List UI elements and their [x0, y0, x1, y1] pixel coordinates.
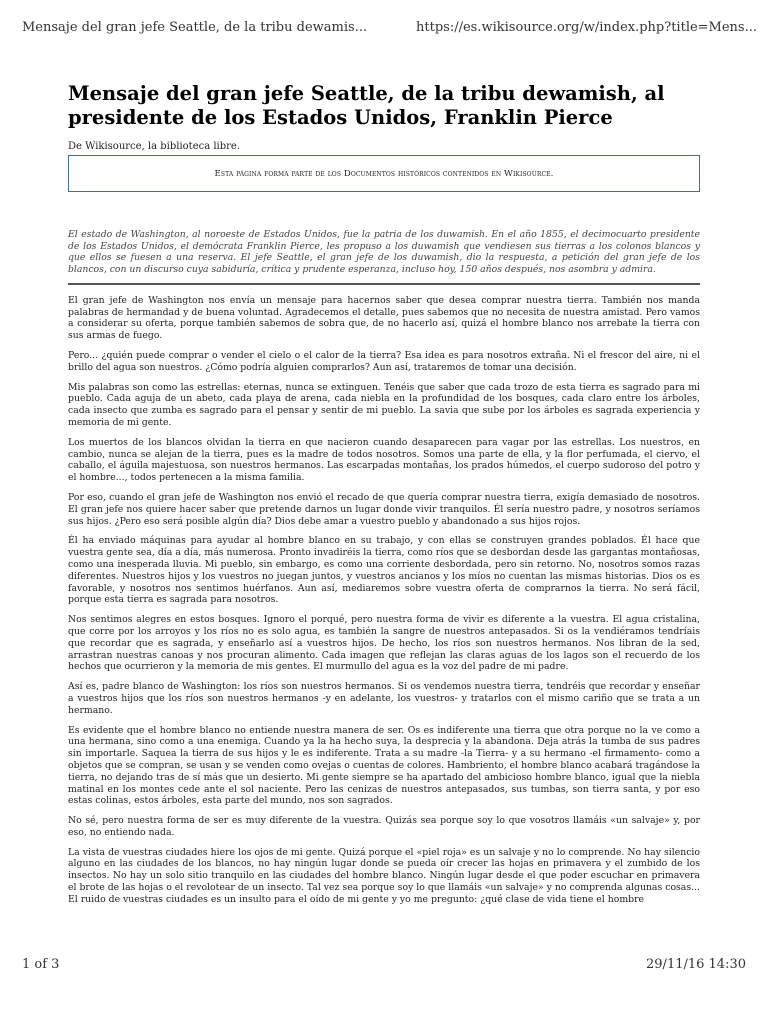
notice-text: Esta página forma parte de los Documentos históricos contenidos en Wikisource. — [214, 168, 554, 179]
speech-body — [68, 295, 700, 906]
article-content — [68, 82, 700, 914]
body-paragraph: Es evidente que el hombre blanco no entiende nuestra manera de ser. Os es indiferente una tierra que otra porque no la ve como a una hermana, sino como a una enemiga. Cuando ya la ha hecho suya, la desprecia y la abandona. Deja atrás la tumba de sus padres sin importarle. Saquea la tierra de sus hijos y le es indiferente. Trata a su madre -la Tierra- y a su hermano -el firmamento- como a objetos que se compran, se usan y se venden como ovejas o cuentas de colores. Hambriento, el hombre blanco acabará tragándose la tierra, no dejando tras de sí más que un desierto. Mi gente siempre se ha apartado del ambicioso hombre blanco, igual que la niebla matinal en los montes cede ante el sol naciente. Pero las cenizas de nuestros antepasados, sus tumbas, son tierra santa, y por eso estas colinas, estos árboles, esta parte del mundo, nos son sagrados. — [68, 724, 700, 807]
body-paragraph: El gran jefe de Washington nos envía un mensaje para hacernos saber que desea comprar nuestra tierra. También nos manda palabras de hermandad y de buena voluntad. Agradecemos el detalle, pues sabemos que no necesita de nuestra amistad. Pero vamos a considerar su oferta, porque también sabemos de sobra que, de no hacerlo así, quizá el hombre blanco nos arrebate la tierra con sus armas de fuego. — [68, 294, 700, 342]
body-paragraph: Así es, padre blanco de Washington: los ríos son nuestros hermanos. Si os vendemos nuestra tierra, tendréis que recordar y enseñar a vuestros hijos que los ríos son nuestros hermanos -y en adelante, los vuestros- y tratarlos con el mismo cariño que se trata a un hermano. — [68, 681, 700, 716]
intro-paragraph: El estado de Washington, al noroeste de Estados Unidos, fue la patria de los duwamish. En el año 1855, el decimocuarto presidente de los Estados Unidos, el demócrata Franklin Pierce, les propuso a los duwamish que vendiesen sus tierras a los colonos blancos y que ellos se fuesen a una reserva. El jefe Seattle, el gran jefe de los duwamish, dio la respuesta, a petición del gran jefe de los blancos, con un discurso cuya sabiduría, crítica y prudente esperanza, incluso hoy, 150 años después, nos asombra y admira. — [68, 229, 700, 276]
print-url[interactable]: https://es.wikisource.org/w/index.php?title=Mens... — [416, 20, 758, 35]
source-line: De Wikisource, la biblioteca libre. — [68, 141, 241, 152]
section-divider — [68, 283, 700, 285]
body-paragraph: Pero... ¿quién puede comprar o vender el cielo o el calor de la tierra? Esa idea es para nosotros extraña. Ni el frescor del aire, ni el brillo del agua son nuestros. ¿Cómo podría alguien comprarlos? Aun así, trataremos de tomar una decisión. — [68, 350, 700, 373]
body-paragraph: Mis palabras son como las estrellas: eternas, nunca se extinguen. Tenéis que saber que cada trozo de esta tierra es sagrado para mi pueblo. Cada aguja de un abeto, cada playa de arena, cada niebla en la profundidad de los bosques, cada claro entre los árboles, cada insecto que zumba es sagrado para el pensar y sentir de mi pueblo. La savia que sube por los árboles es sagrada experiencia y memoria de mi gente. — [68, 381, 700, 428]
page-title: Mensaje del gran jefe Seattle, de la tribu dewamish, al presidente de los Estados Unidos, Franklin Pierce — [68, 82, 665, 129]
print-footer — [22, 957, 746, 977]
historical-documents-notice — [68, 155, 700, 192]
body-paragraph: Los muertos de los blancos olvidan la tierra en que nacieron cuando desaparecen para vagar por las estrellas. Los nuestros, en cambio, nunca se alejan de la tierra, pues es la madre de todos nosotros. Somos una parte de ella, y la flor perfumada, el ciervo, el caballo, el águila majestuosa, son nuestros hermanos. Las escarpadas montañas, los prados húmedos, el cuerpo sudoroso del potro y el hombre..., todos pertenecen a la misma familia. — [68, 436, 700, 484]
print-datetime: 29/11/16 14:30 — [646, 957, 746, 972]
print-page-title: Mensaje del gran jefe Seattle, de la tribu dewamis... — [22, 20, 368, 35]
body-paragraph: Por eso, cuando el gran jefe de Washington nos envió el recado de que quería comprar nuestra tierra, exigía demasiado de nosotros. El gran jefe nos quiere hacer saber que pretende darnos un lugar donde vivir tranquilos. Él sería nuestro padre, y nosotros seríamos sus hijos. ¿Pero eso será posible algún día? Dios debe amar a vuestro pueblo y abandonado a sus hijos rojos. — [68, 491, 700, 527]
body-paragraph: Nos sentimos alegres en estos bosques. Ignoro el porqué, pero nuestra forma de vivir es diferente a la vuestra. El agua cristalina, que corre por los arroyos y los ríos no es solo agua, es también la sangre de nuestros antepasados. Si os la vendiéramos tendríais que recordar que es sagrada, y enseñarlo así a vuestros hijos. De hecho, los ríos son nuestros hermanos. Nos libran de la sed, arrastran nuestras canoas y nos procuran alimento. Cada imagen que reflejan las claras aguas de los lagos son el recuerdo de los hechos que ocurrieron y la memoria de mis gentes. El murmullo del agua es la voz del padre de mi padre. — [68, 614, 700, 673]
page-counter: 1 of 3 — [22, 957, 60, 972]
body-paragraph: La vista de vuestras ciudades hiere los ojos de mi gente. Quizá porque el «piel roja» es un salvaje y no lo comprende. No hay silencio alguno en las ciudades de los blancos, no hay ningún lugar donde se pueda oír crecer las hojas en primavera y el zumbido de los insectos. No hay un solo sitio tranquilo en las ciudades del hombre blanco. Ningún lugar desde el que poder escuchar en primavera el brote de las hojas o el revolotear de un insecto. Tal vez sea porque soy lo que llamáis «un salvaje» y no comprenda algunas cosas... El ruido de vuestras ciudades es un insulto para el oído de mi gente y yo me pregunto: ¿qué clase de vida tiene el hombre — [68, 846, 700, 905]
body-paragraph: Él ha enviado máquinas para ayudar al hombre blanco en su trabajo, y con ellas se construyen grandes poblados. Él hace que vuestra gente sea, día a día, más numerosa. Pronto invadiréis la tierra, como ríos que se desbordan desde las gargantas montañosas, como una inesperada lluvia. Mi pueblo, sin embargo, es como una corriente desbordada, pero sin retorno. No, nosotros somos razas diferentes. Nuestros hijos y los vuestros no juegan juntos, y vuestros ancianos y los míos no cuentan las mismas historias. Dios os es favorable, y nosotros nos sentimos huérfanos. Aun así, mediaremos sobre vuestra oferta de comprarnos la tierra. No será fácil, porque esta tierra es sagrada para nosotros. — [68, 535, 700, 606]
body-paragraph: No sé, pero nuestra forma de ser es muy diferente de la vuestra. Quizás sea porque soy lo que vosotros llamáis «un salvaje» y, por eso, no entiendo nada. — [68, 815, 700, 838]
print-header — [22, 20, 758, 40]
